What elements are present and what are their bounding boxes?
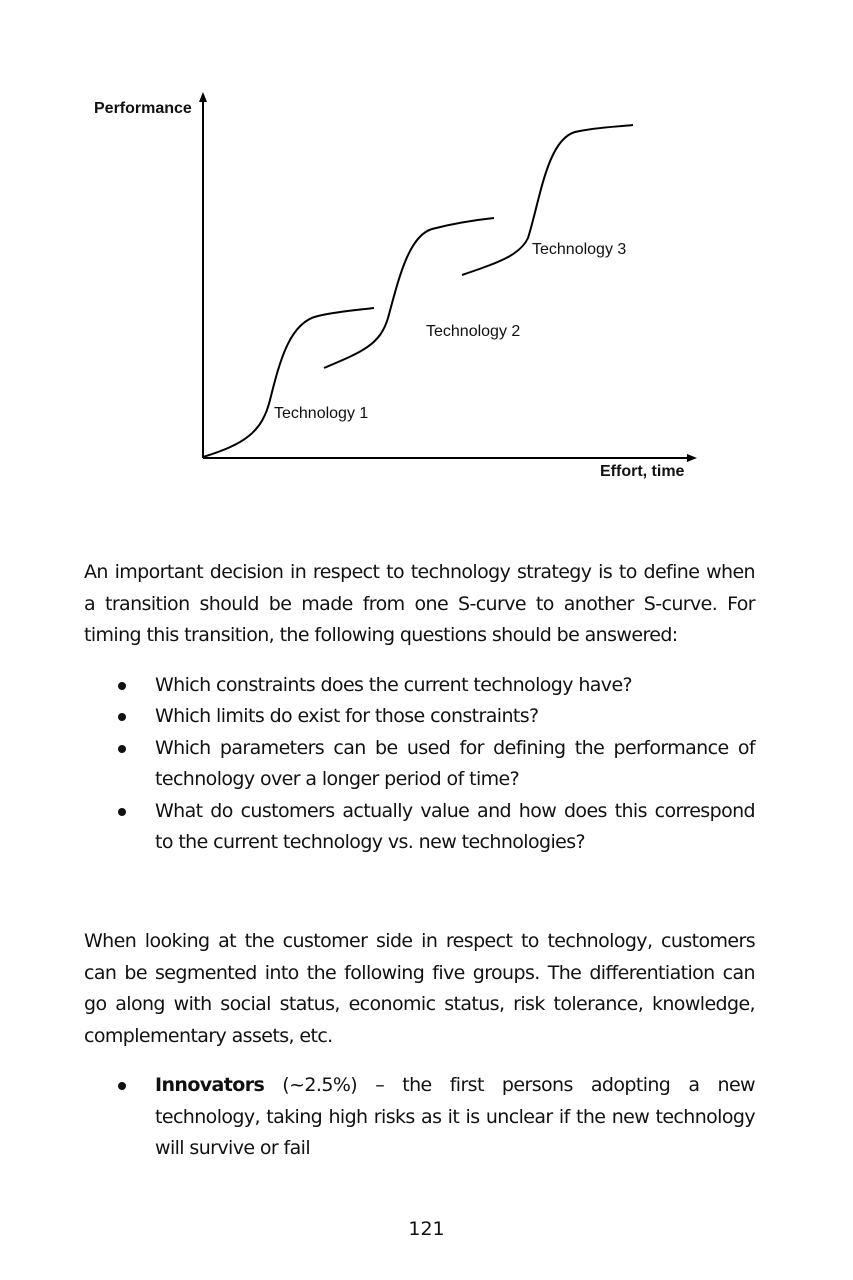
questions-list xyxy=(84,670,755,859)
list-item xyxy=(84,1070,755,1165)
groups-list xyxy=(84,1070,755,1165)
body-section-1 xyxy=(84,557,755,859)
group-term: Innovators xyxy=(155,1074,265,1096)
technology-1-label: Technology 1 xyxy=(274,405,369,422)
y-axis-arrow xyxy=(199,92,207,102)
list-item xyxy=(84,701,755,733)
list-item-text: Which limits do exist for those constraints? xyxy=(155,705,539,727)
s-curve-diagram xyxy=(0,0,853,520)
group-description: (~2.5%) – the first persons adopting a new technology, taking high risks as it is unclear if the new technology will survive or fail xyxy=(155,1074,755,1159)
list-item xyxy=(84,670,755,702)
bullet-icon xyxy=(118,682,126,690)
y-axis-label: Performance xyxy=(94,100,192,117)
technology-1-curve xyxy=(203,308,374,457)
list-item xyxy=(84,796,755,859)
paragraph-customer-groups: When looking at the customer side in respect to technology, customers can be segmented into the following five groups. The differentiation can go along with social status, economic status, risk tolerance, knowledge, complementary assets, etc. xyxy=(84,930,755,1047)
paragraph-transition: An important decision in respect to technology strategy is to define when a transition should be made from one S-curve to another S-curve. For timing this transition, the following questions should be answered: xyxy=(84,561,755,646)
x-axis-label: Effort, time xyxy=(600,463,685,480)
body-section-2 xyxy=(84,926,755,1165)
x-axis-arrow xyxy=(687,454,697,462)
page-number: 121 xyxy=(408,1218,445,1240)
bullet-icon xyxy=(118,713,126,721)
list-item-text: Which constraints does the current technology have? xyxy=(155,673,633,696)
bullet-icon xyxy=(118,745,126,753)
list-item-text: Which parameters can be used for defining the performance of technology over a longer period of time? xyxy=(155,736,755,790)
list-item xyxy=(84,733,755,796)
technology-3-label: Technology 3 xyxy=(532,241,627,258)
bullet-icon xyxy=(118,808,126,816)
technology-2-curve xyxy=(324,218,494,368)
technology-2-label: Technology 2 xyxy=(426,323,521,340)
s-curve-figure xyxy=(0,0,853,520)
bullet-icon xyxy=(118,1082,126,1090)
list-item-text: What do customers actually value and how does this correspond to the current technology vs. new technologies? xyxy=(155,799,755,853)
